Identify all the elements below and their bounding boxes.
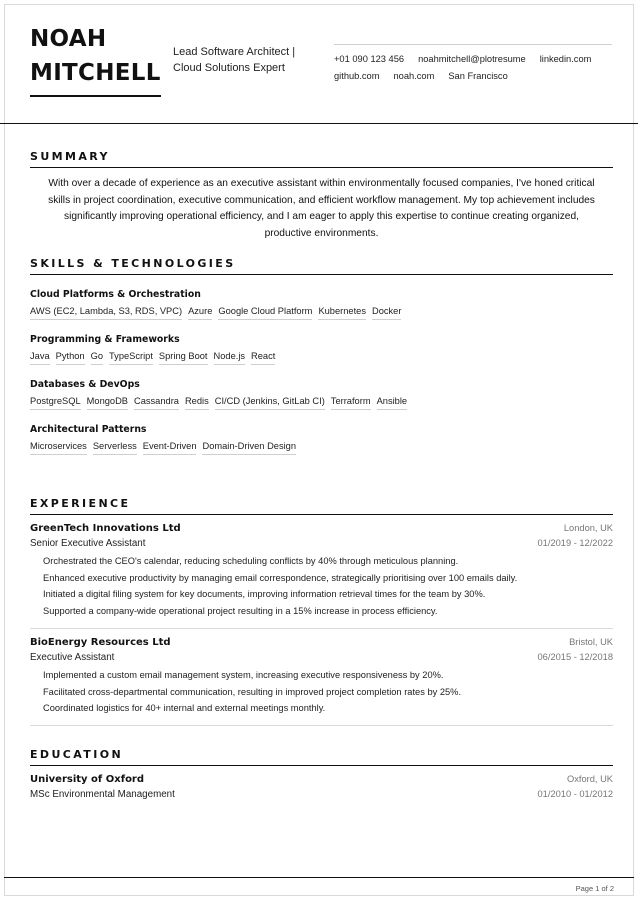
summary-text: With over a decade of experience as an executive assistant within environmentally focused companies, I've honed critical skills in project coordination, executive communication, and efficient workflow management. My top achievement includes significantly improving operational efficiency, and I am eager to apply this expertise to continue creating organized, productive environments.: [48, 178, 595, 239]
skill-tags: [30, 306, 613, 320]
job-header: [30, 523, 613, 534]
job-company: GreenTech Innovations Ltd: [30, 523, 181, 534]
skill-tag: Node.js: [214, 351, 246, 365]
job-dates: 06/2015 - 12/2018: [537, 651, 613, 662]
experience-section: [30, 497, 613, 726]
job-subheader: [30, 652, 613, 663]
skill-group-title: Architectural Patterns: [30, 424, 147, 435]
skill-tag: Google Cloud Platform: [218, 306, 312, 320]
skills-title: SKILLS & TECHNOLOGIES: [30, 257, 613, 275]
summary-section: [30, 150, 613, 242]
job-bullet: Initiated a digital filing system for key documents, improving information retrieval times for the team by 30%.: [43, 589, 486, 600]
skill-tag: Kubernetes: [318, 306, 366, 320]
job-bullet: Implemented a custom email management system, increasing executive responsiveness by 20%.: [43, 669, 444, 680]
skill-group-title: Programming & Frameworks: [30, 334, 180, 345]
headline-line-1: Lead Software Architect |: [173, 46, 296, 58]
skill-group-title: Cloud Platforms & Orchestration: [30, 289, 201, 300]
job-role: Senior Executive Assistant: [30, 538, 146, 549]
skill-tag: CI/CD (Jenkins, GitLab CI): [215, 396, 325, 410]
skill-tag: MongoDB: [87, 396, 128, 410]
headline: [173, 44, 313, 76]
skills-groups: [30, 289, 613, 455]
education-subheader: [30, 789, 613, 800]
job-entry: [30, 629, 613, 726]
job-bullet: Orchestrated the CEO's calendar, reducing scheduling conflicts by 40% through meticulous planning.: [43, 556, 459, 566]
skill-tag: TypeScript: [109, 351, 153, 365]
job-bullet: Enhanced executive productivity by managing email correspondence, strategically prioritising over 100 emails daily.: [43, 572, 518, 583]
candidate-name: [30, 22, 161, 90]
skill-tag: React: [251, 351, 275, 365]
education-location: Oxford, UK: [567, 774, 613, 784]
skill-tag: Serverless: [93, 441, 137, 455]
job-bullet: Supported a company-wide operational project resulting in a 15% increase in process efficiency.: [43, 606, 438, 617]
skill-tag: Cassandra: [134, 396, 179, 410]
job-divider: [30, 725, 613, 726]
contact-linkedin[interactable]: linkedin.com: [539, 54, 592, 64]
contact-row-1: [334, 51, 612, 68]
education-header: [30, 774, 613, 785]
contact-row-2: [334, 68, 612, 85]
resume-header: [0, 0, 638, 124]
last-name: MITCHELL: [30, 60, 161, 86]
education-degree: MSc Environmental Management: [30, 789, 175, 800]
job-dates: 01/2019 - 12/2022: [537, 538, 613, 548]
job-bullet: Coordinated logistics for 40+ internal and external meetings monthly.: [43, 703, 326, 714]
first-name: NOAH: [30, 26, 107, 52]
page-number: Page 1 of 2: [575, 884, 614, 893]
skill-tags: [30, 441, 613, 455]
job-header: [30, 637, 613, 648]
contact-email[interactable]: noahmitchell@plotresume: [418, 54, 526, 64]
skill-group: [30, 289, 613, 320]
contact-github[interactable]: github.com: [334, 71, 380, 81]
headline-line-2: Cloud Solutions Expert: [173, 62, 285, 74]
contact-info: [334, 44, 612, 85]
contact-location: San Francisco: [448, 71, 508, 81]
skill-tag: Redis: [185, 396, 209, 410]
education-list: [30, 766, 613, 800]
job-location: Bristol, UK: [569, 636, 613, 647]
skill-tags: [30, 396, 613, 410]
skill-tag: Microservices: [30, 441, 87, 455]
job-subheader: [30, 538, 613, 549]
job-bullets: [30, 667, 613, 717]
name-underline: [30, 95, 161, 97]
skills-section: [30, 257, 613, 455]
skill-tag: PostgreSQL: [30, 396, 81, 410]
contact-phone[interactable]: +01 090 123 456: [334, 54, 405, 64]
skill-tag: Go: [91, 351, 103, 365]
job-bullets: [30, 553, 613, 620]
skill-tag: AWS (EC2, Lambda, S3, RDS, VPC): [30, 306, 182, 320]
skill-tag: Java: [30, 351, 50, 365]
job-entry: [30, 515, 613, 629]
skill-group-title: Databases & DevOps: [30, 379, 140, 390]
job-company: BioEnergy Resources Ltd: [30, 636, 171, 648]
summary-title: SUMMARY: [30, 150, 613, 168]
experience-list: [30, 515, 613, 726]
skill-group: [30, 379, 613, 410]
skill-tag: Docker: [372, 306, 401, 320]
skill-tag: Python: [56, 351, 85, 365]
skill-group: [30, 334, 613, 365]
job-role: Executive Assistant: [30, 651, 115, 663]
skill-tags: [30, 351, 613, 365]
skill-tag: Domain-Driven Design: [202, 441, 296, 455]
skill-tag: Terraform: [331, 396, 371, 410]
education-title: EDUCATION: [30, 748, 613, 766]
skill-tag: Azure: [188, 306, 212, 320]
job-location: London, UK: [563, 523, 613, 533]
contact-website[interactable]: noah.com: [393, 71, 435, 81]
education-school: University of Oxford: [30, 774, 145, 785]
skill-tag: Event-Driven: [143, 441, 197, 455]
skill-tag: Spring Boot: [159, 351, 208, 365]
education-section: [30, 748, 613, 800]
experience-title: EXPERIENCE: [30, 497, 613, 515]
skill-group: [30, 424, 613, 455]
skill-tag: Ansible: [377, 396, 408, 410]
footer-divider: [4, 877, 634, 878]
education-dates: 01/2010 - 01/2012: [537, 789, 613, 799]
education-entry: [30, 766, 613, 800]
job-bullet: Facilitated cross-departmental communication, resulting in improved project completion rates by 25%.: [43, 686, 462, 697]
